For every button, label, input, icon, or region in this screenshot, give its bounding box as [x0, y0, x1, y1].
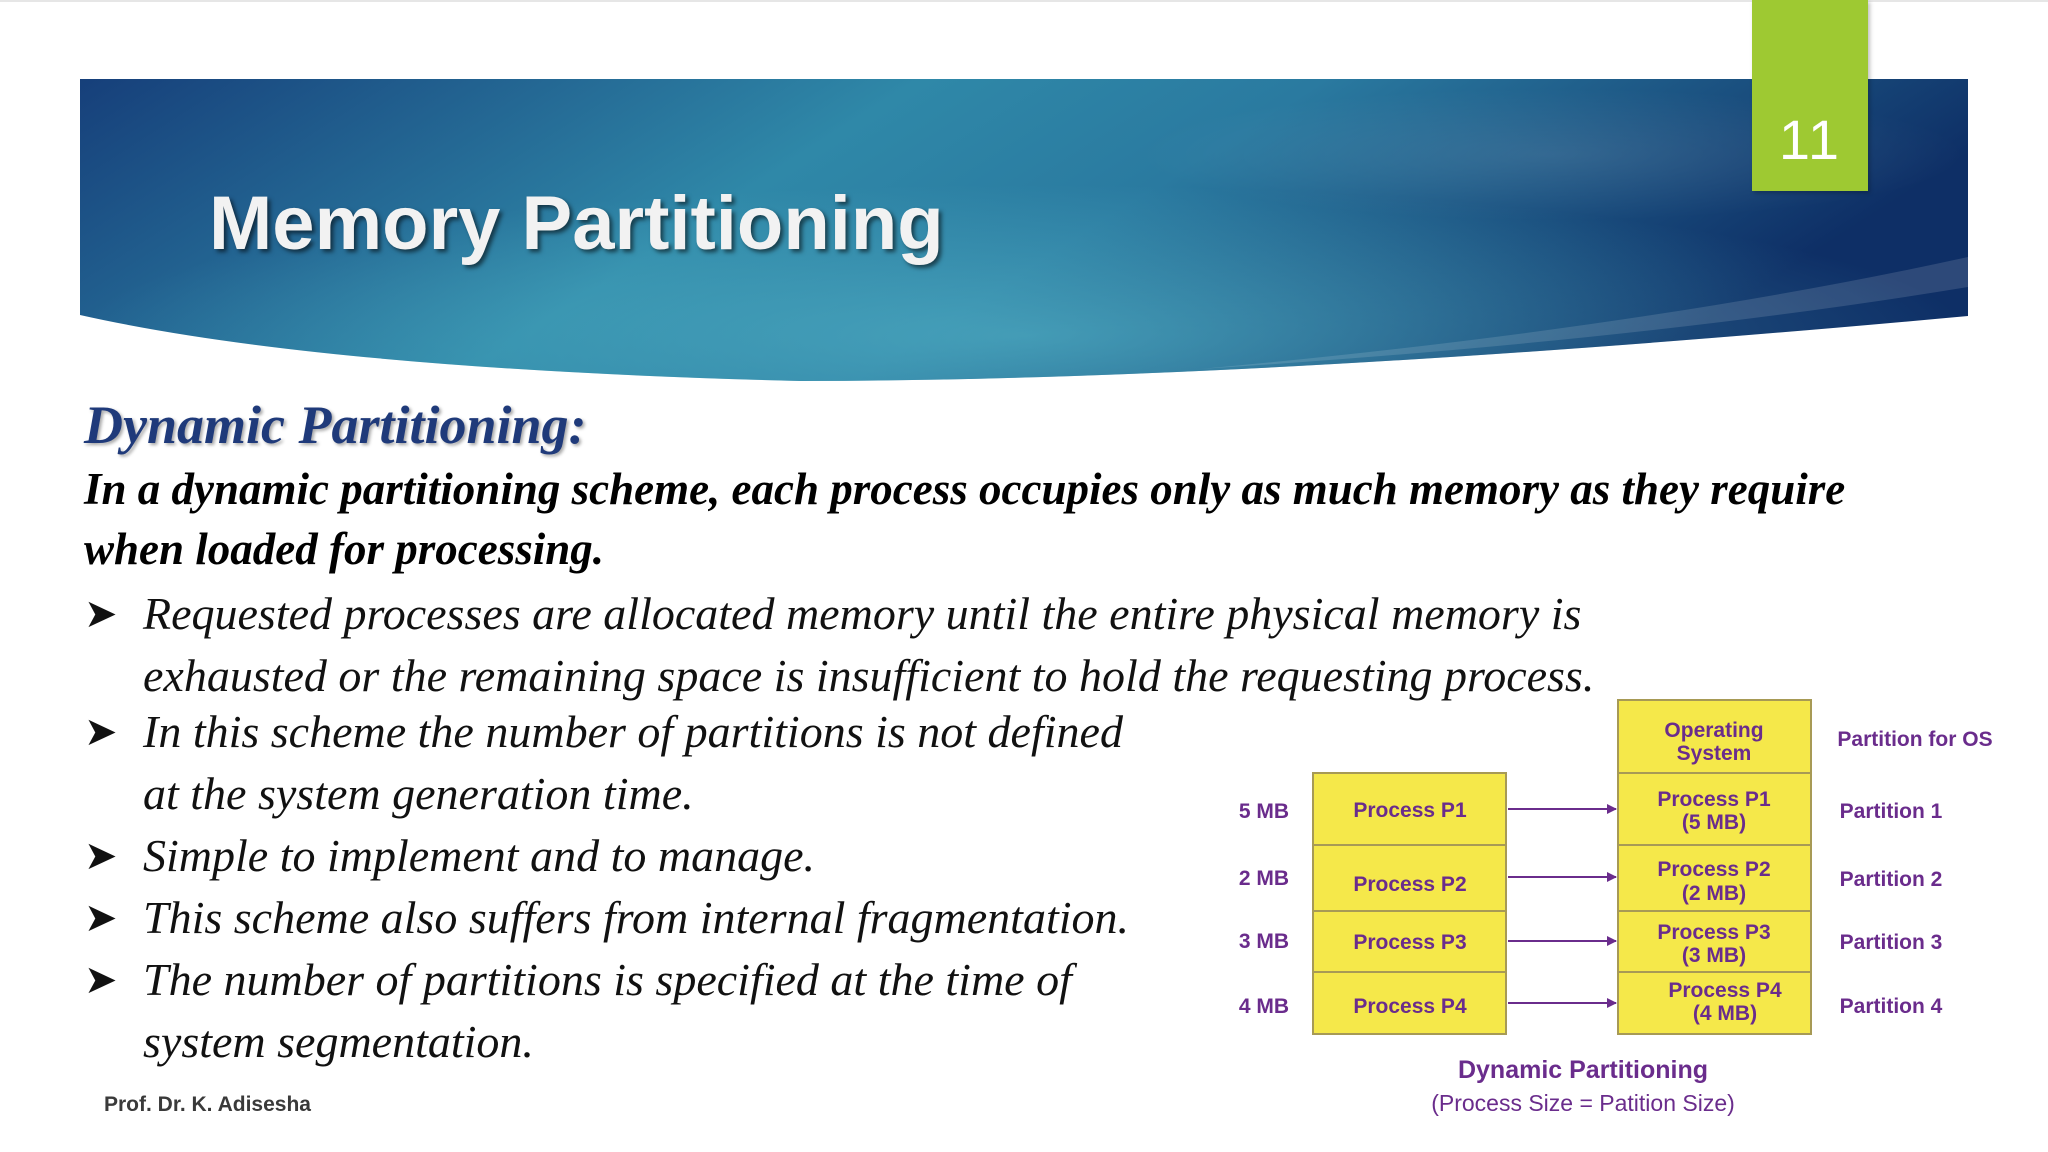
bullet-item [84, 825, 1284, 887]
partition-label: Partition 3 [1839, 931, 1943, 954]
slide-number-badge [1752, 0, 1868, 191]
partition-label: Partition 2 [1839, 868, 1943, 891]
bullet-item [84, 949, 1284, 1073]
arrowhead-bullet-icon: ➤ [84, 957, 118, 1002]
top-divider [0, 0, 2048, 2]
arrowhead-bullet-icon: ➤ [84, 709, 118, 754]
arrowhead-bullet-icon: ➤ [84, 895, 118, 940]
bullet-item [84, 701, 1284, 825]
bullet-line: exhausted or the remaining space is insufficient to hold the requesting process. [143, 650, 1595, 701]
bullet-line: The number of partitions is specified at the time of [143, 954, 1072, 1005]
bullet-line: In this scheme the number of partitions is not defined [143, 706, 1123, 757]
process-label: Process P3 [1353, 931, 1467, 954]
slide-number: 11 [1778, 108, 1842, 171]
partition-block-label: Process P1 [1657, 788, 1771, 811]
bullet-item [84, 887, 1324, 949]
slide-title: Memory Partitioning [209, 181, 944, 266]
bullet-line: This scheme also suffers from internal fragmentation. [143, 892, 1130, 943]
partition-block-label: (3 MB) [1681, 944, 1747, 967]
partition-block-label: (5 MB) [1681, 811, 1747, 834]
os-partition-label: Partition for OS [1837, 728, 1993, 751]
os-block-label: Operating [1664, 719, 1764, 742]
partition-block-label: Process P3 [1657, 921, 1771, 944]
footer-author: Prof. Dr. K. Adisesha [104, 1093, 311, 1116]
partition-block-label: (2 MB) [1681, 882, 1747, 905]
arrowhead-bullet-icon: ➤ [84, 591, 118, 636]
partition-block-label: Process P4 [1668, 979, 1782, 1002]
partition-block-label: Process P2 [1657, 858, 1771, 881]
arrowhead-bullet-icon: ➤ [84, 833, 118, 878]
process-label: Process P4 [1353, 995, 1467, 1018]
size-label: 2 MB [1238, 867, 1290, 890]
diagram-subcaption: (Process Size = Patition Size) [1431, 1090, 1735, 1116]
process-label: Process P1 [1353, 799, 1467, 822]
section-heading: Dynamic Partitioning: [84, 395, 587, 455]
bullet-item [84, 583, 1934, 707]
partition-label: Partition 1 [1839, 800, 1943, 823]
partitioning-diagram [1225, 695, 2025, 1125]
size-label: 4 MB [1238, 995, 1290, 1018]
os-block-label: System [1676, 742, 1752, 765]
bullet-line: at the system generation time. [143, 768, 694, 819]
process-label: Process P2 [1353, 873, 1467, 896]
partition-block-label: (4 MB) [1692, 1002, 1758, 1025]
partition-label: Partition 4 [1839, 995, 1943, 1018]
bullet-line: Requested processes are allocated memory until the entire physical memory is [143, 588, 1582, 639]
bullet-line: system segmentation. [143, 1016, 534, 1067]
size-label: 5 MB [1238, 800, 1290, 823]
size-label: 3 MB [1238, 930, 1290, 953]
diagram-caption: Dynamic Partitioning [1457, 1056, 1709, 1084]
bullet-line: Simple to implement and to manage. [143, 830, 816, 881]
intro-paragraph: In a dynamic partitioning scheme, each process occupies only as much memory as they require when loaded for processing. [84, 464, 1846, 574]
